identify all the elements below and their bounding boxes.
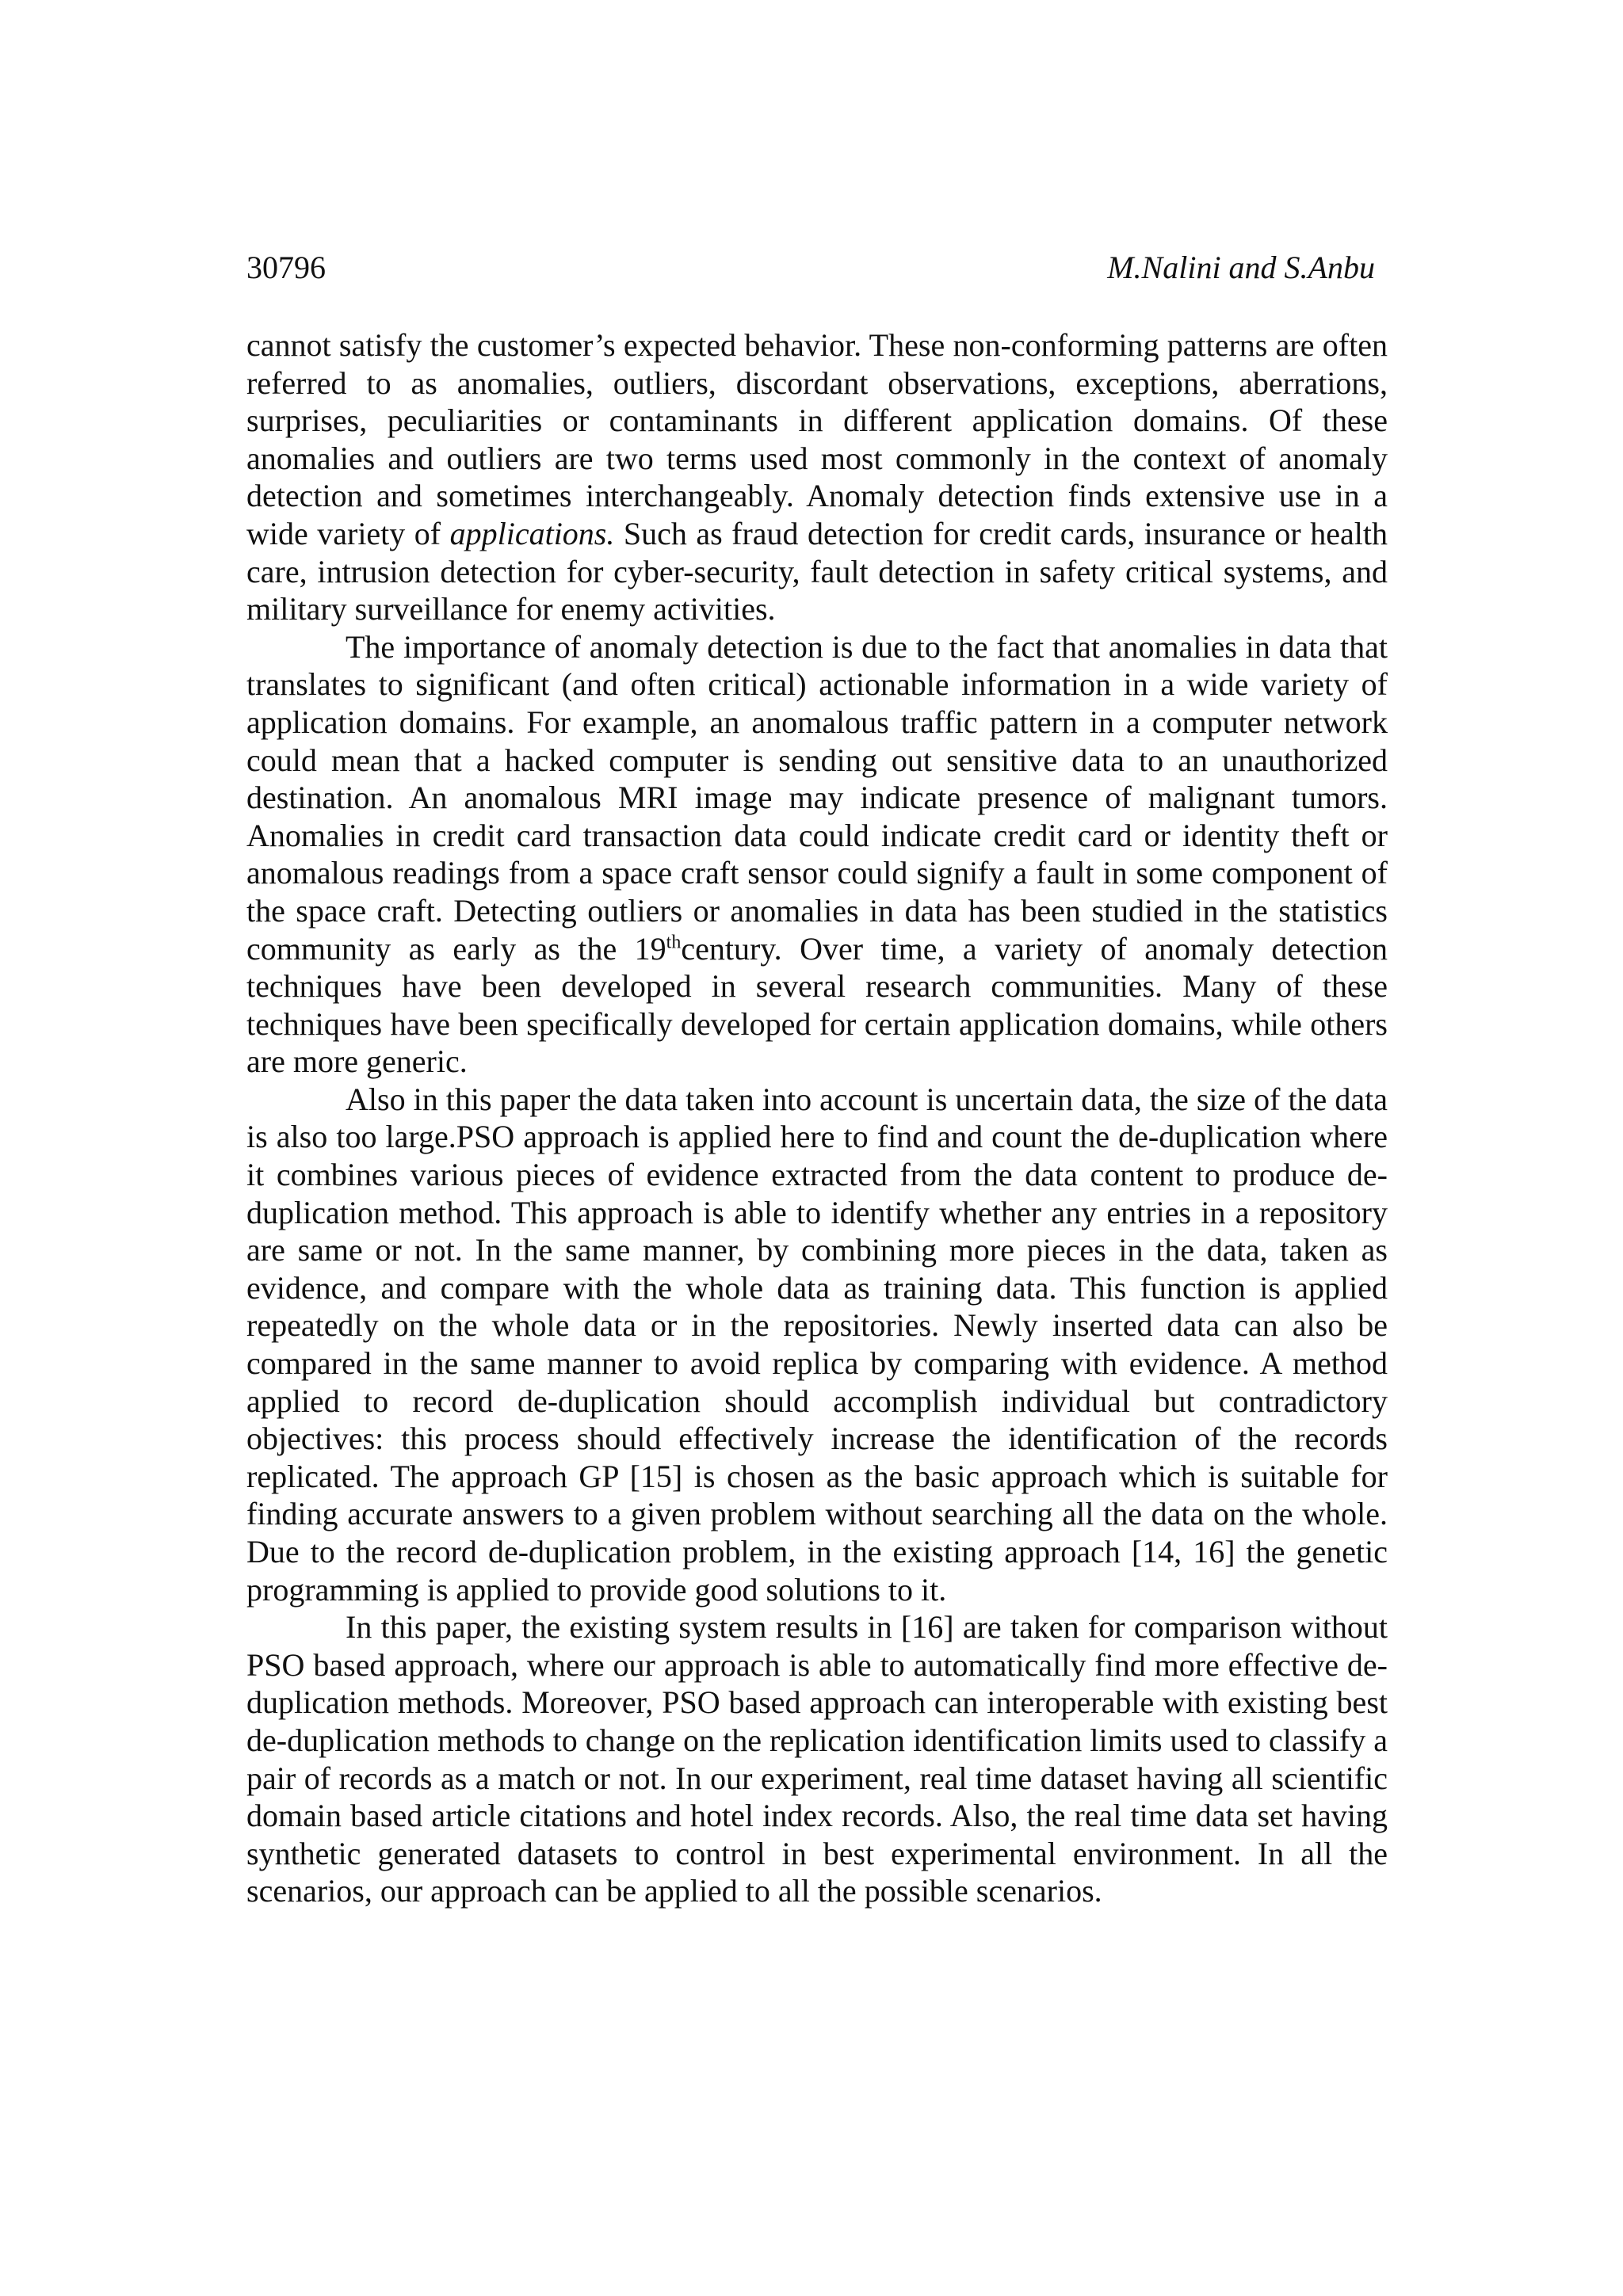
paragraph-comparison: In this paper, the existing system results in [16] are taken for comparison without PSO based approach, where our approach is able to automatically find more effective de-duplication methods. Moreover, PSO based approach can interoperable with existing best de-duplication methods to change on the replication identification limits used to classify a pair of records as a match or not. In our experiment, real time dataset having all scientific domain based article citations and hotel index records. Also, the real time data set having synthetic generated datasets to control in best experimental environment. In all the scenarios, our approach can be applied to all the possible scenarios. [246, 1609, 1388, 1909]
body-text [246, 326, 1388, 1910]
paragraph-text: cannot satisfy the customer’s expected behavior. These non-conforming patterns are often referred to as anomalies, outliers, discordant observations, exceptions, aberrations, surprises, peculiarities or contaminants in different application domains. Of these anomalies and outliers are two terms used most commonly in the context of anomaly detection and sometimes interchangeably. Anomaly detection finds extensive use in a wide variety of [246, 327, 1388, 551]
paragraph-anomaly-definitions [246, 326, 1388, 628]
paragraph-text: Such as fraud detection for credit cards, insurance or health care, intrusion detection for cyber-security, fault detection in safety critical systems, and military surveillance for enemy activities. [246, 515, 1388, 627]
paragraph-text: century. Over time, a variety of anomaly detection techniques have been developed in several research communities. Many of these techniques have been specifically developed for certain application domains, while others are more generic. [246, 930, 1388, 1080]
running-header [246, 244, 1375, 292]
paragraph-pso-approach: Also in this paper the data taken into account is uncertain data, the size of the data is also too large.PSO approach is applied here to find and count the de-duplication where it combines various pieces of evidence extracted from the data content to produce de-duplication method. This approach is able to identify whether any entries in a repository are same or not. In the same manner, by combining more pieces in the data, taken as evidence, and compare with the whole data as training data. This function is applied repeatedly on the whole data or in the repositories. Newly inserted data can also be compared in the same manner to avoid replica by comparing with evidence. A method applied to record de-duplication should accomplish individual but contradictory objectives: this process should effectively increase the identification of the records replicated. The approach GP [15] is chosen as the basic approach which is suitable for finding accurate answers to a given problem without searching all the data on the whole. Due to the record de-duplication problem, in the existing approach [14, 16] the genetic programming is applied to provide good solutions to it. [246, 1081, 1388, 1608]
page-number: 30796 [246, 250, 326, 285]
paragraph-anomaly-importance [246, 628, 1388, 1081]
paragraph-text: The importance of anomaly detection is due to the fact that anomalies in data that translates to significant (and often critical) actionable information in a wide variety of application domains. For example, an anomalous traffic pattern in a computer network could mean that a hacked computer is sending out sensitive data to an unauthorized destination. An anomalous MRI image may indicate presence of malignant tumors. Anomalies in credit card transaction data could indicate credit card or identity theft or anomalous readings from a space craft sensor could signify a fault in some component of the space craft. Detecting outliers or anomalies in data has been studied in the statistics community as early as the 19 [246, 628, 1388, 967]
italic-term: applications. [449, 515, 615, 551]
superscript: th [666, 932, 682, 953]
running-header-authors: M.Nalini and S.Anbu [1107, 250, 1375, 285]
